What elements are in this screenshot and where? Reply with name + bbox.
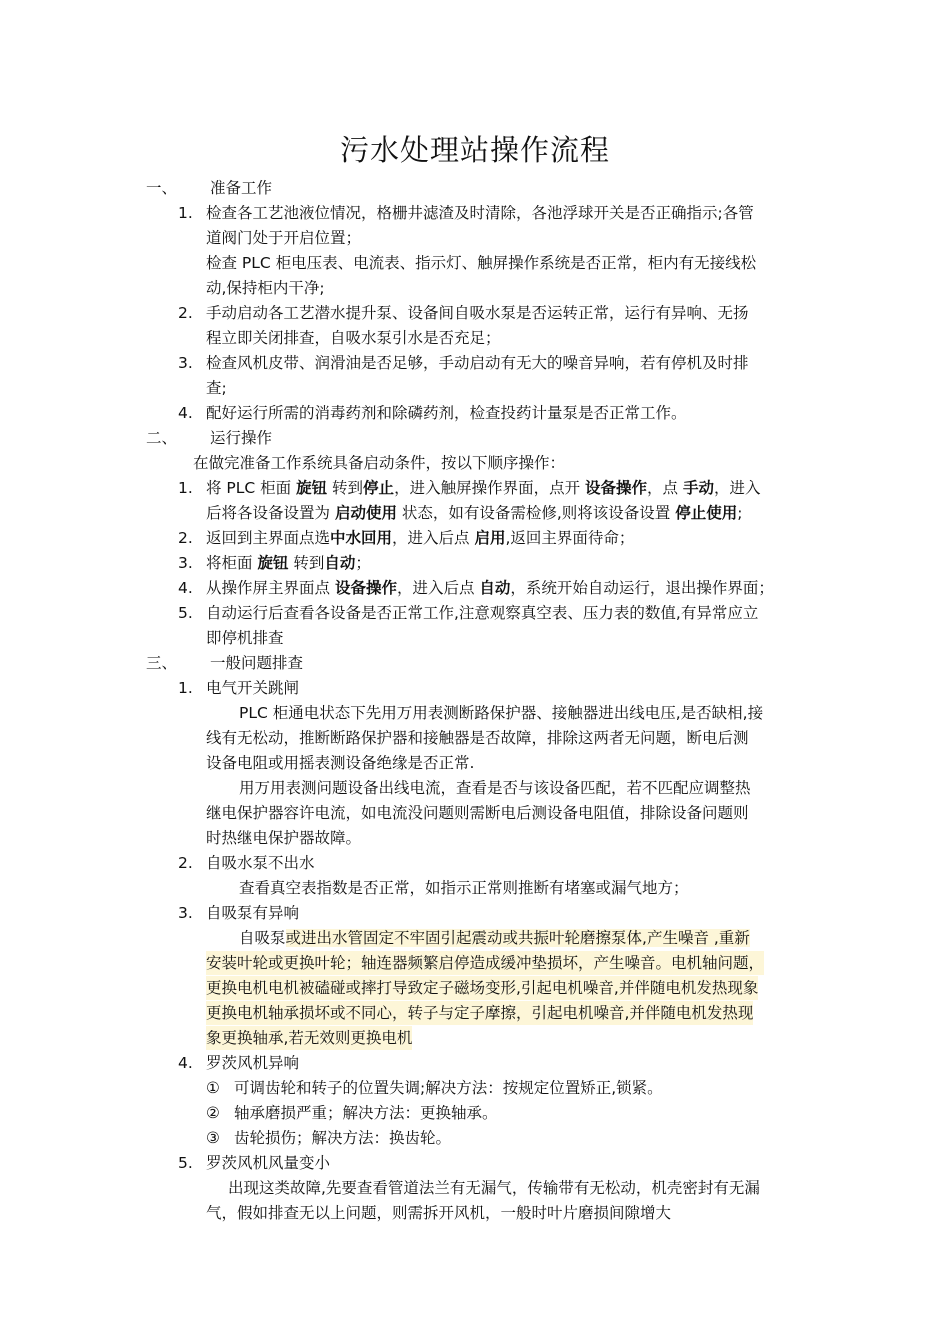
item-label: 罗茨风机异响 (206, 1054, 300, 1072)
item-number: 2. (178, 854, 193, 872)
item-text: 检查各工艺池液位情况，格栅井滤渣及时清除，各池浮球开关是否正确指示;各管 (206, 204, 754, 222)
section-number: 三、 (146, 654, 178, 672)
item-text: 自动运行后查看各设备是否正常工作,注意观察真空表、压力表的数值,有异常应立 (206, 604, 759, 622)
item-number: 3. (178, 904, 193, 922)
item-number: 4. (178, 579, 193, 597)
item-text: 线有无松动，推断断路保护器和接触器是否故障，排除这两者无问题，断电后测 (206, 729, 749, 747)
item-number: 4. (178, 1054, 193, 1072)
item-text: 设备电阻或用摇表测设备绝缘是否正常. (206, 754, 475, 772)
section-heading: 运行操作 (210, 429, 273, 447)
sub-item-mark: ③ (206, 1129, 220, 1147)
item-text: 返回到主界面点选中水回用，进入后点 启用,返回主界面待命； (206, 529, 635, 547)
item-label: 自吸泵有异响 (206, 904, 300, 922)
item-text: 动,保持柜内干净; (206, 279, 325, 297)
section-heading: 准备工作 (210, 179, 273, 197)
item-text: 检查风机皮带、润滑油是否足够，手动启动有无大的噪音异响，若有停机及时排 (206, 354, 749, 372)
item-number: 1. (178, 679, 193, 697)
highlighted-text: 象更换轴承,若无效则更换电机 (206, 1026, 412, 1050)
item-number: 5. (178, 1154, 193, 1172)
item-text: 配好运行所需的消毒药剂和除磷药剂，检查投药计量泵是否正常工作。 (206, 404, 687, 422)
document-title: 污水处理站操作流程 (339, 133, 610, 167)
item-text: PLC 柜通电状态下先用万用表测断路保护器、接触器进出线电压,是否缺相,接 (239, 704, 764, 722)
item-text: 继电保护器容许电流，如电流没问题则需断电后测设备电阻值，排除设备问题则 (206, 804, 749, 822)
item-number: 1. (178, 479, 193, 497)
item-number: 2. (178, 529, 193, 547)
item-number: 4. (178, 404, 193, 422)
section-heading: 一般问题排查 (210, 654, 304, 672)
highlighted-text: 安装叶轮或更换叶轮；轴连器频繁启停造成缓冲垫损坏，产生噪音。电机轴问题， (206, 951, 764, 975)
item-text: 从操作屏主界面点 设备操作，进入后点 自动，系统开始自动运行，退出操作界面； (206, 579, 774, 597)
item-text: 查; (206, 379, 227, 397)
item-text: 查看真空表指数是否正常，如指示正常则推断有堵塞或漏气地方； (239, 879, 689, 897)
item-text: 程立即关闭排查，自吸水泵引水是否充足； (206, 329, 501, 347)
sub-item-mark: ② (206, 1104, 220, 1122)
item-text: 手动启动各工艺潜水提升泵、设备间自吸水泵是否运转正常，运行有异响、无扬 (206, 304, 749, 322)
section-number: 二、 (146, 429, 178, 447)
sub-item-mark: ① (206, 1079, 220, 1097)
item-text: 检查 PLC 柜电压表、电流表、指示灯、触屏操作系统是否正常，柜内有无接线松 (206, 254, 757, 272)
item-text: 即停机排查 (206, 629, 284, 647)
item-text: 将 PLC 柜面 旋钮 转到停止，进入触屏操作界面，点开 设备操作，点 手动，进入 (206, 479, 761, 497)
item-number: 1. (178, 204, 193, 222)
item-text: 时热继电保护器故障。 (206, 829, 362, 847)
item-text: 道阀门处于开启位置； (206, 229, 362, 247)
item-text: 将柜面 旋钮 转到自动； (206, 554, 371, 572)
item-text: 出现这类故障,先要查看管道法兰有无漏气，传输带有无松动，机壳密封有无漏 (228, 1179, 760, 1197)
item-text: 用万用表测问题设备出线电流，查看是否与该设备匹配，若不匹配应调整热 (239, 779, 751, 797)
item-label: 罗茨风机风量变小 (206, 1154, 331, 1172)
sub-item-text: 轴承磨损严重；解决方法：更换轴承。 (234, 1104, 498, 1122)
sub-item-text: 齿轮损伤；解决方法：换齿轮。 (234, 1129, 452, 1147)
item-number: 2. (178, 304, 193, 322)
sub-item-text: 可调齿轮和转子的位置失调;解决方法：按规定位置矫正,锁紧。 (234, 1079, 663, 1097)
section-intro: 在做完准备工作系统具备启动条件，按以下顺序操作： (193, 454, 566, 472)
item-number: 3. (178, 554, 193, 572)
item-text: 自吸泵或进出水管固定不牢固引起震动或共振叶轮磨擦泵体,产生噪音 ,重新 (239, 929, 750, 947)
item-label: 电气开关跳闸 (206, 679, 300, 697)
item-text: 气，假如排查无以上问题，则需拆开风机，一般时叶片磨损间隙增大 (206, 1204, 672, 1222)
item-number: 5. (178, 604, 193, 622)
highlighted-text: 更换电机轴承损坏或不同心，转子与定子摩擦，引起电机噪音,并伴随电机发热现 (206, 1001, 753, 1025)
item-text: 后将各设备设置为 启动使用 状态，如有设备需检修,则将该设备设置 停止使用; (206, 504, 743, 522)
section-number: 一、 (146, 179, 178, 197)
item-label: 自吸水泵不出水 (206, 854, 315, 872)
highlighted-text: 更换电机电机被磕碰或摔打导致定子磁场变形,引起电机噪音,并伴随电机发热现象 (206, 976, 758, 1000)
item-number: 3. (178, 354, 193, 372)
